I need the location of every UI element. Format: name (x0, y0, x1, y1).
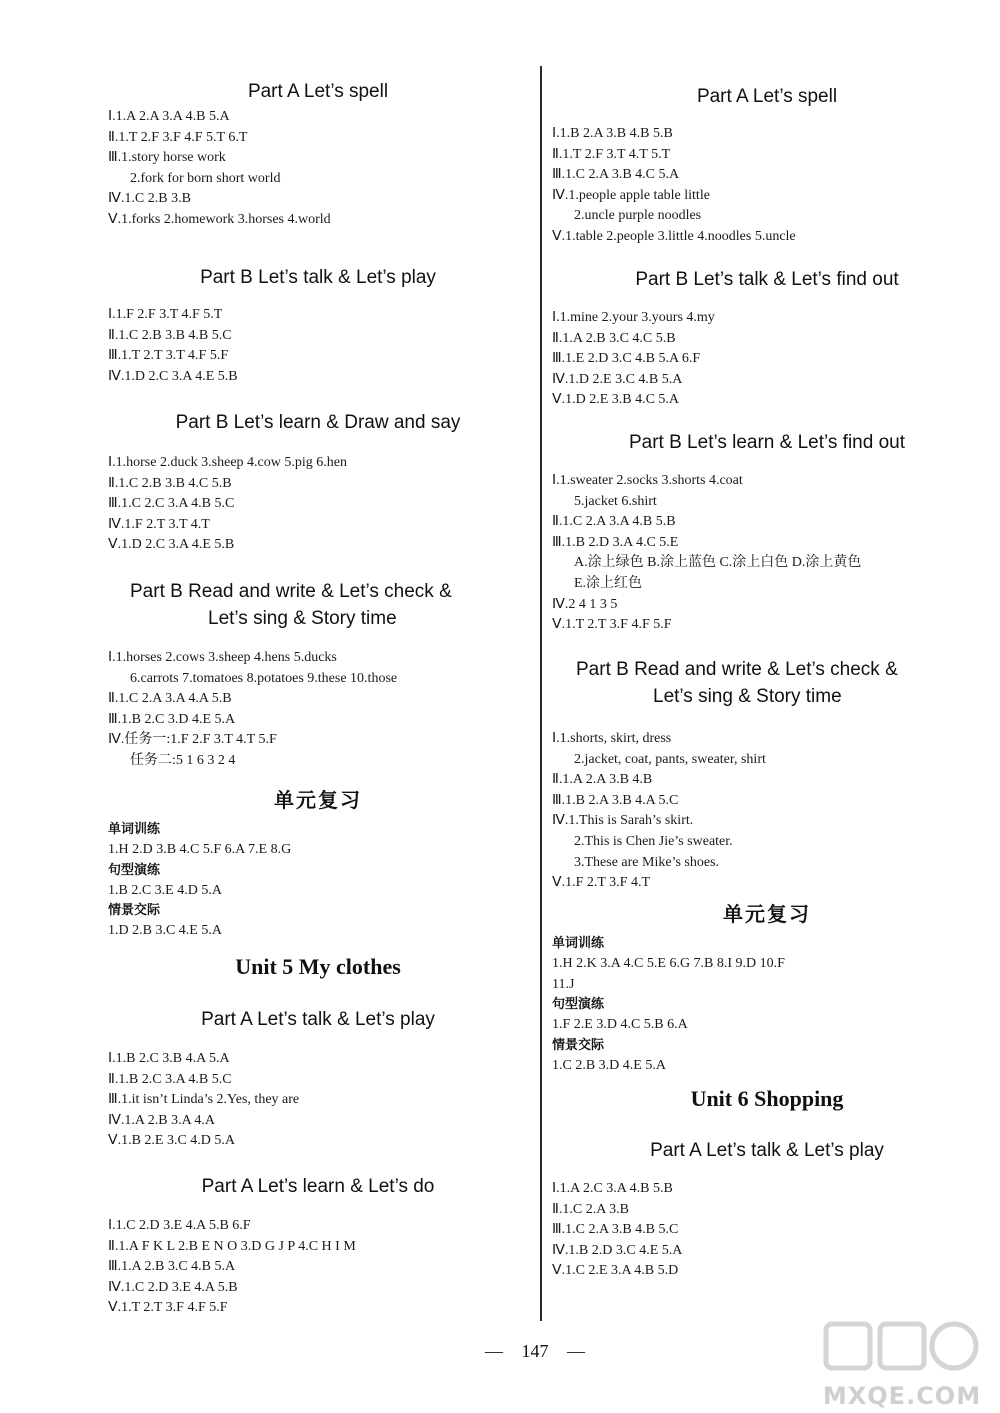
review-label: 单词训练 (108, 822, 161, 837)
review-title: 单元复习 (723, 902, 811, 926)
answer-line: 1.H 2.D 3.B 4.C 5.F 6.A 7.E 8.G (108, 842, 292, 857)
answer-line: 1.F 2.E 3.D 4.C 5.B 6.A (552, 1017, 688, 1033)
answer-line: Ⅰ.1.horse 2.duck 3.sheep 4.cow 5.pig 6.hen (108, 455, 347, 470)
answer-line: Ⅱ.1.C 2.B 3.B 4.B 5.C (108, 327, 232, 343)
answer-line: Ⅲ.1.B 2.A 3.B 4.A 5.C (552, 792, 679, 808)
review-label: 情景交际 (108, 903, 161, 919)
answer-line: Ⅳ.2 4 1 3 5 (552, 596, 618, 612)
answer-line: Ⅴ.1.B 2.E 3.C 4.D 5.A (108, 1133, 236, 1149)
section-part-b-talk-play (108, 264, 528, 387)
answer-lines (108, 1216, 528, 1319)
section-part-a-spell (552, 83, 982, 248)
answer-line: Ⅱ.1.C 2.B 3.B 4.C 5.B (108, 475, 232, 491)
answer-line: Ⅰ.1.shorts, skirt, dress (552, 731, 672, 746)
section-part-a-talk-play (108, 1006, 528, 1152)
section-heading-line2: Let’s sing & Story time (208, 608, 397, 629)
section-part-b-learn-draw (108, 409, 528, 556)
section-part-b-read-write (108, 578, 528, 772)
answer-line: 5.jacket 6.shirt (574, 493, 657, 509)
answer-line: Ⅳ.1.C 2.D 3.E 4.A 5.B (108, 1279, 238, 1295)
answer-line: Ⅱ.1.A 2.A 3.B 4.B (552, 772, 653, 788)
answer-line: Ⅰ.1.A 2.A 3.A 4.B 5.A (108, 109, 230, 124)
answer-lines (552, 471, 982, 636)
answer-line: Ⅲ.1.story horse work (108, 150, 226, 166)
review-label: 情景交际 (552, 1037, 605, 1053)
answer-line: Ⅲ.1.B 2.C 3.D 4.E 5.A (108, 711, 236, 727)
answer-line: Ⅰ.1.B 2.C 3.B 4.A 5.A (108, 1051, 230, 1066)
answer-line: 1.H 2.K 3.A 4.C 5.E 6.G 7.B 8.I 9.D 10.F (552, 956, 785, 971)
page-number-value: 147 (521, 1341, 549, 1361)
answer-line: Ⅳ.1.This is Sarah’s skirt. (552, 813, 694, 829)
answer-line: Ⅳ.1.F 2.T 3.T 4.T (108, 516, 210, 532)
answer-line: E.涂上红色 (574, 575, 643, 591)
answer-line: Ⅰ.1.B 2.A 3.B 4.B 5.B (552, 126, 673, 141)
answer-line: Ⅱ.1.C 2.A 3.B (552, 1201, 629, 1217)
answer-line: Ⅲ.1.C 2.C 3.A 4.B 5.C (108, 496, 235, 512)
page-number (480, 1341, 590, 1362)
section-heading: Part B Let’s learn & Let’s find out (628, 432, 906, 453)
section-heading: Part A Let’s spell (696, 86, 838, 107)
answer-line: 11.J (552, 976, 575, 992)
unit-heading: Unit 5 My clothes (235, 954, 401, 979)
watermark-text: MXQE.COM (822, 1382, 982, 1410)
answer-line: 2.jacket, coat, pants, sweater, shirt (574, 751, 766, 767)
answer-line: Ⅱ.1.A 2.B 3.C 4.C 5.B (552, 330, 676, 346)
answer-line: 1.D 2.B 3.C 4.E 5.A (108, 923, 222, 939)
watermark-logo-icon (822, 1318, 982, 1380)
answer-line: Ⅳ.1.A 2.B 3.A 4.A (108, 1112, 216, 1128)
answer-line: 2.uncle purple noodles (574, 208, 702, 224)
answer-line: Ⅴ.1.T 2.T 3.F 4.F 5.F (552, 617, 672, 633)
section-unit-review (552, 900, 982, 1076)
section-part-a-talk-play (552, 1137, 982, 1282)
section-part-b-learn-findout (552, 429, 982, 636)
watermark (812, 1318, 992, 1410)
section-heading: Part B Read and write & Let’s check & (130, 581, 452, 602)
section-heading: Part A Let’s spell (247, 81, 389, 102)
section-heading: Part B Let’s talk & Let’s play (200, 267, 436, 288)
answer-line: 1.B 2.C 3.E 4.D 5.A (108, 882, 222, 898)
answer-line: Ⅴ.1.D 2.C 3.A 4.E 5.B (108, 537, 235, 553)
section-heading-line2: Let’s sing & Story time (653, 686, 842, 707)
review-label: 单词训练 (552, 936, 605, 951)
section-heading: Part A Let’s talk & Let’s play (650, 1140, 884, 1161)
answer-line: Ⅰ.1.F 2.F 3.T 4.F 5.T (108, 307, 223, 322)
answer-line: Ⅳ.1.D 2.C 3.A 4.E 5.B (108, 368, 238, 384)
answer-line: Ⅳ.任务一:1.F 2.F 3.T 4.T 5.F (108, 732, 277, 748)
answer-lines (552, 124, 982, 248)
answer-line: Ⅱ.1.C 2.A 3.A 4.B 5.B (552, 514, 676, 530)
answer-line: Ⅴ.1.F 2.T 3.F 4.T (552, 875, 650, 891)
answer-line: Ⅱ.1.T 2.F 3.T 4.T 5.T (552, 146, 671, 162)
answer-line: Ⅱ.1.A F K L 2.B E N O 3.D G J P 4.C H I M (108, 1238, 356, 1254)
answer-line: Ⅰ.1.A 2.C 3.A 4.B 5.B (552, 1181, 673, 1196)
answer-lines (108, 453, 528, 556)
review-label: 句型演练 (108, 862, 161, 878)
page-dash-right: — (567, 1341, 585, 1361)
answer-lines (552, 308, 982, 411)
answer-line: Ⅳ.1.D 2.E 3.C 4.B 5.A (552, 371, 683, 387)
section-heading: Part B Let’s talk & Let’s find out (635, 269, 899, 290)
answer-line: 2.fork for born short world (130, 170, 281, 186)
section-heading: Part B Let’s learn & Draw and say (175, 412, 461, 433)
review-blocks (108, 820, 528, 942)
review-title: 单元复习 (274, 788, 362, 812)
section-part-a-spell (108, 78, 528, 231)
section-part-b-talk-findout (552, 266, 982, 411)
answer-line: Ⅱ.1.T 2.F 3.F 4.F 5.T 6.T (108, 129, 248, 145)
answer-line: Ⅴ.1.D 2.E 3.B 4.C 5.A (552, 392, 680, 408)
section-heading: Part A Let’s learn & Let’s do (201, 1176, 435, 1197)
answer-line: Ⅳ.1.people apple table little (552, 187, 710, 203)
answer-line: Ⅲ.1.A 2.B 3.C 4.B 5.A (108, 1259, 236, 1275)
answer-line: Ⅴ.1.T 2.T 3.F 4.F 5.F (108, 1300, 228, 1316)
answer-line: Ⅱ.1.C 2.A 3.A 4.A 5.B (108, 691, 232, 707)
section-heading: Part B Read and write & Let’s check & (576, 659, 898, 680)
answer-lines (552, 1179, 982, 1282)
answer-line: Ⅴ.1.C 2.E 3.A 4.B 5.D (552, 1263, 679, 1279)
answer-line: Ⅲ.1.C 2.A 3.B 4.C 5.A (552, 167, 680, 183)
answer-line: 6.carrots 7.tomatoes 8.potatoes 9.these 10.those (130, 670, 398, 686)
answer-line: Ⅲ.1.T 2.T 3.T 4.F 5.F (108, 348, 229, 364)
answer-line: 1.C 2.B 3.D 4.E 5.A (552, 1057, 666, 1073)
review-blocks (552, 934, 982, 1076)
section-part-a-learn-do (108, 1173, 528, 1319)
answer-lines (552, 729, 982, 894)
answer-line: Ⅴ.1.forks 2.homework 3.horses 4.world (108, 211, 331, 227)
column-divider (540, 66, 542, 1321)
answer-lines (108, 648, 528, 772)
answer-line: Ⅳ.1.B 2.D 3.C 4.E 5.A (552, 1242, 683, 1258)
answer-line: 2.This is Chen Jie’s sweater. (574, 833, 733, 849)
answer-line: 任务二:5 1 6 3 2 4 (130, 752, 236, 768)
answer-line: 3.These are Mike’s shoes. (574, 854, 720, 870)
section-unit-review (108, 786, 528, 942)
answer-line: Ⅱ.1.B 2.C 3.A 4.B 5.C (108, 1071, 232, 1087)
page-dash-left: — (485, 1341, 503, 1361)
answer-line: Ⅲ.1.C 2.A 3.B 4.B 5.C (552, 1222, 679, 1238)
answer-line: Ⅳ.1.C 2.B 3.B (108, 191, 191, 207)
answer-line: A.涂上绿色 B.涂上蓝色 C.涂上白色 D.涂上黄色 (574, 555, 862, 571)
answer-line: Ⅲ.1.B 2.D 3.A 4.C 5.E (552, 534, 679, 550)
answer-line: Ⅰ.1.C 2.D 3.E 4.A 5.B 6.F (108, 1218, 251, 1233)
answer-line: Ⅰ.1.sweater 2.socks 3.shorts 4.coat (552, 473, 743, 488)
answer-line: Ⅲ.1.it isn’t Linda’s 2.Yes, they are (108, 1092, 300, 1108)
unit-heading: Unit 6 Shopping (690, 1086, 844, 1111)
answer-line: Ⅰ.1.horses 2.cows 3.sheep 4.hens 5.ducks (108, 650, 337, 665)
answer-line: Ⅴ.1.table 2.people 3.little 4.noodles 5.uncle (552, 228, 796, 244)
answer-line: Ⅲ.1.E 2.D 3.C 4.B 5.A 6.F (552, 351, 701, 367)
answer-lines (108, 1049, 528, 1152)
review-label: 句型演练 (552, 997, 605, 1013)
answer-lines (108, 107, 528, 231)
unit-title-5 (108, 952, 528, 982)
answer-line: Ⅰ.1.mine 2.your 3.yours 4.my (552, 310, 715, 325)
section-part-b-read-write (552, 656, 982, 894)
unit-title-6 (552, 1084, 982, 1114)
section-heading: Part A Let’s talk & Let’s play (201, 1009, 435, 1030)
answer-lines (108, 305, 528, 387)
